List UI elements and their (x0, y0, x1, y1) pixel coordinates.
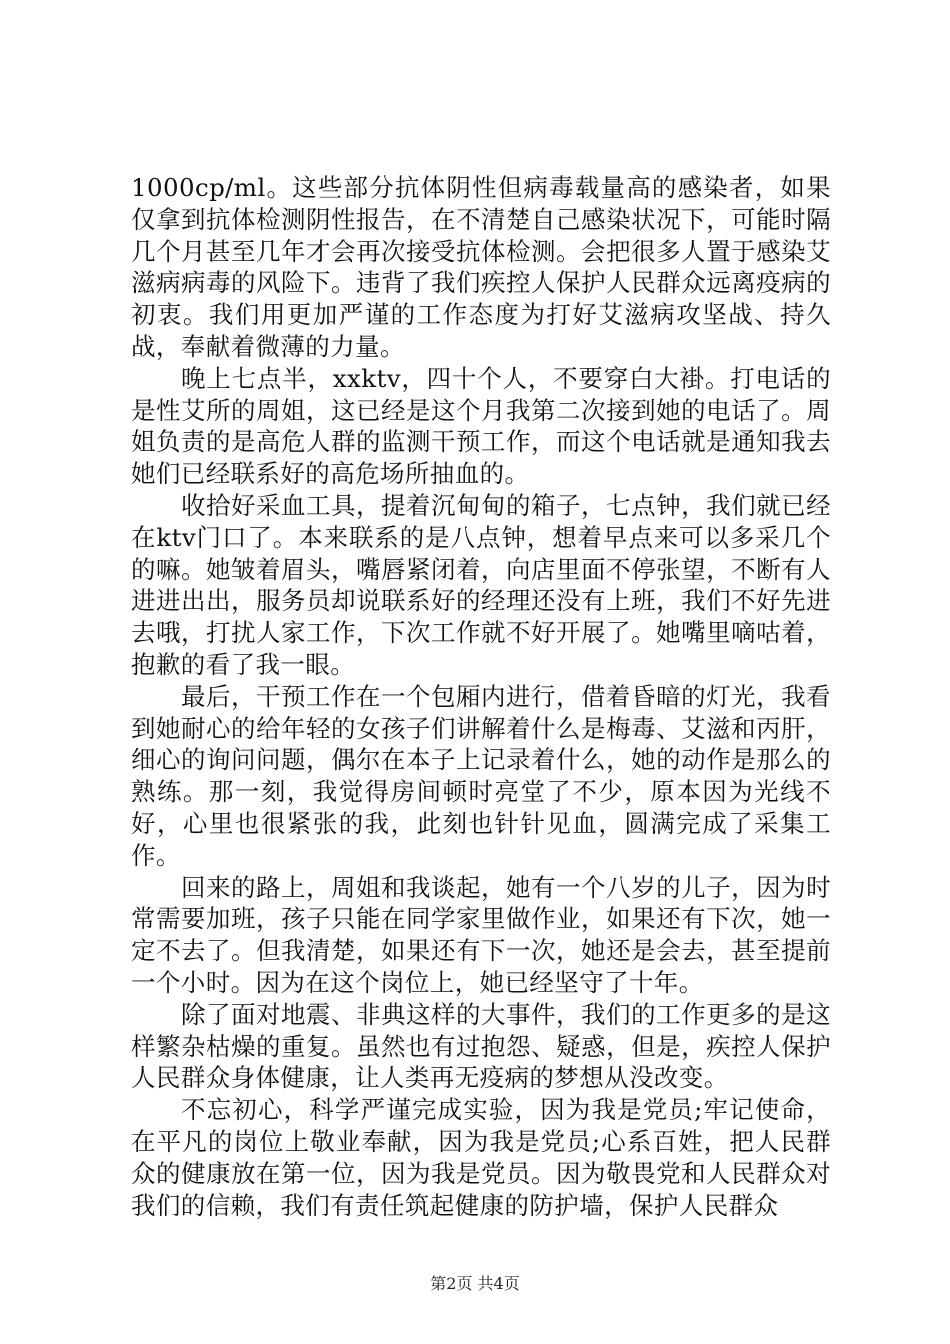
paragraph-6: 除了面对地震、非典这样的大事件，我们的工作更多的是这样繁杂枯燥的重复。虽然也有过抱怨、疑惑，但是，疾控人保护人民群众身体健康，让人类再无疫病的梦想从没改变。 (131, 999, 831, 1093)
page-number-footer: 第2页 共4页 (430, 1274, 520, 1293)
paragraph-1: 1000cp/ml。这些部分抗体阴性但病毒载量高的感染者，如果仅拿到抗体检测阴性报告，在不清楚自己感染状况下，可能时隔几个月甚至几年才会再次接受抗体检测。会把很多人置于感染艾滋病病毒的风险下。违背了我们疾控人保护人民群众远离疫病的初衷。我们用更加严谨的工作态度为打好艾滋病攻坚战、持久战，奉献着微薄的力量。 (131, 173, 831, 361)
paragraph-5: 回来的路上，周姐和我谈起，她有一个八岁的儿子，因为时常需要加班，孩子只能在同学家里做作业，如果还有下次，她一定不去了。但我清楚，如果还有下一次，她还是会去，甚至提前一个小时。因为在这个岗位上，她已经坚守了十年。 (131, 872, 831, 997)
document-body (131, 172, 831, 1221)
paragraph-7: 不忘初心，科学严谨完成实验，因为我是党员;牢记使命，在平凡的岗位上敬业奉献，因为我是党员;心系百姓，把人民群众的健康放在第一位，因为我是党员。因为敬畏党和人民群众对我们的信赖，我们有责任筑起健康的防护墙，保护人民群众 (131, 1095, 831, 1220)
paragraph-4: 最后，干预工作在一个包厢内进行，借着昏暗的灯光，我看到她耐心的给年轻的女孩子们讲解着什么是梅毒、艾滋和丙肝，细心的询问问题，偶尔在本子上记录着什么，她的动作是那么的熟练。那一刻，我觉得房间顿时亮堂了不少，原本因为光线不好，心里也很紧张的我，此刻也针针见血，圆满完成了采集工作。 (131, 681, 831, 870)
paragraph-2: 晚上七点半，xxktv，四十个人，不要穿白大褂。打电话的是性艾所的周姐，这已经是这个月我第二次接到她的电话了。周姐负责的是高危人群的监测干预工作，而这个电话就是通知我去她们已经联系好的高危场所抽血的。 (131, 363, 831, 489)
paragraph-3: 收拾好采血工具，提着沉甸甸的箱子，七点钟，我们就已经在ktv门口了。本来联系的是八点钟，想着早点来可以多采几个的嘛。她皱着眉头，嘴唇紧闭着，向店里面不停张望，不断有人进进出出，服务员却说联系好的经理还没有上班，我们不好先进去哦，打扰人家工作，下次工作就不好开展了。她嘴里嘀咕着，抱歉的看了我一眼。 (131, 490, 831, 679)
